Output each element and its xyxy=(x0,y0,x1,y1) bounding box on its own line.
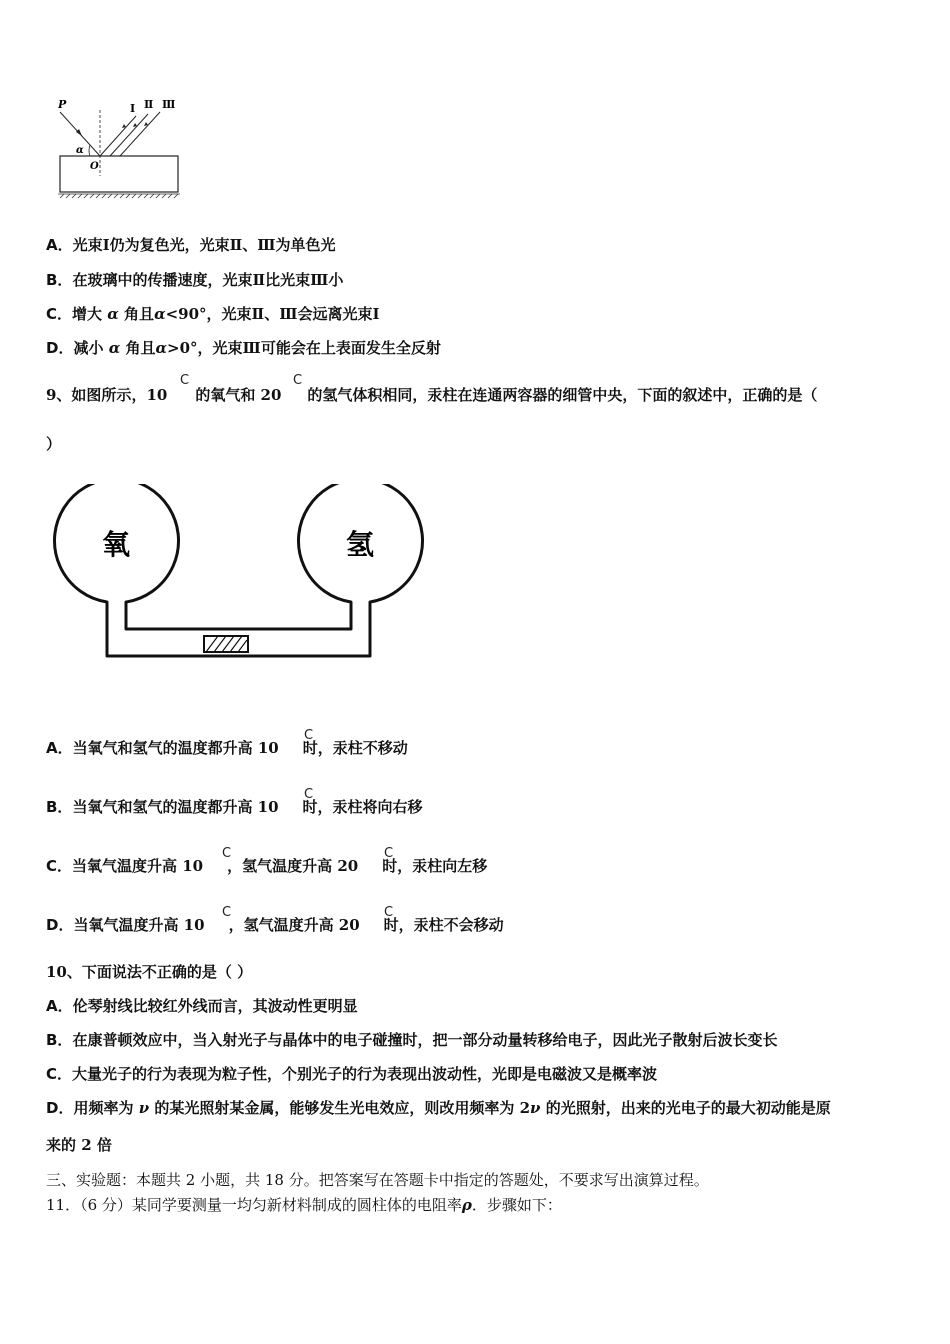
option-label: D． xyxy=(46,1099,74,1117)
option-label: B． xyxy=(46,798,73,816)
option-text: 角且 xyxy=(124,305,155,323)
option-text: <90°，光束Ⅱ、Ⅲ会远离光束Ⅰ xyxy=(165,305,380,323)
stem-text: 9、如图所示，10 xyxy=(46,386,168,404)
option-label: A． xyxy=(46,739,73,757)
nu-symbol: ν xyxy=(138,1099,150,1117)
degree-symbol: C xyxy=(304,787,314,802)
option-text: 在玻璃中的传播速度，光束Ⅱ比光束Ⅲ小 xyxy=(72,271,344,289)
q10-option-b xyxy=(46,1030,777,1050)
stem-text: ．步骤如下： xyxy=(471,1196,562,1214)
q9-option-c xyxy=(46,856,487,876)
q8-option-c xyxy=(46,304,379,324)
option-text: ，氢气温度升高 20 xyxy=(227,857,359,875)
q9-stem-close: ） xyxy=(46,435,62,453)
degree-symbol: C xyxy=(293,373,303,388)
q10-option-d-continued: 来的 2 倍 xyxy=(46,1136,112,1154)
q11-stem xyxy=(46,1195,562,1215)
q10-option-a xyxy=(46,996,358,1016)
option-text: 时，汞柱不移动 xyxy=(302,739,408,757)
option-label: B． xyxy=(46,271,73,289)
option-text: 在康普顿效应中，当入射光子与晶体中的电子碰撞时，把一部分动量转移给电子，因此光子散射后波长变长 xyxy=(72,1031,778,1049)
option-text: 角且 xyxy=(125,339,156,357)
option-label: D． xyxy=(46,339,74,357)
stem-text: 的氧气和 20 xyxy=(195,386,282,404)
angle-arc xyxy=(89,145,90,156)
option-text: 大量光子的行为表现为粒子性，个别光子的行为表现出波动性，光即是电磁波又是概率波 xyxy=(72,1065,658,1083)
option-text: >0°，光束Ⅲ可能会在上表面发生全反射 xyxy=(167,339,441,357)
oxygen-container xyxy=(55,484,423,656)
q9-option-b xyxy=(46,797,423,817)
alpha-symbol: α xyxy=(155,339,168,357)
option-label: C． xyxy=(46,857,73,875)
degree-symbol: C xyxy=(222,846,232,861)
option-text: 光束Ⅰ仍为复色光，光束Ⅱ、Ⅲ为单色光 xyxy=(72,236,336,254)
ray-1 xyxy=(100,116,136,156)
label-beam-3: Ⅲ xyxy=(162,98,176,111)
q9-option-d xyxy=(46,915,504,935)
label-beam-1: Ⅰ xyxy=(130,102,136,115)
option-label: B． xyxy=(46,1031,73,1049)
option-text: 当氧气温度升高 10 xyxy=(73,916,205,934)
q8-option-d xyxy=(46,338,441,358)
option-text: 时，汞柱不会移动 xyxy=(383,916,504,934)
ray-3 xyxy=(120,112,160,156)
option-label: A． xyxy=(46,997,73,1015)
option-text: 当氧气温度升高 10 xyxy=(72,857,204,875)
stem-text: 的氢气体积相同，汞柱在连通两容器的细管中央，下面的叙述中，正确的是（ xyxy=(307,386,818,404)
option-text: 用频率为 xyxy=(73,1099,134,1117)
degree-symbol: C xyxy=(222,905,232,920)
label-p: P xyxy=(58,98,67,111)
q8-option-b xyxy=(46,270,343,290)
stem-text: 11．（6 分）某同学要测量一均匀新材料制成的圆柱体的电阻率 xyxy=(46,1196,462,1214)
gas-containers-figure xyxy=(50,484,430,664)
option-text: 的某光照射某金属，能够发生光电效应，则改用频率为 2 xyxy=(154,1099,531,1117)
label-beam-2: Ⅱ xyxy=(144,98,154,111)
rho-symbol: ρ xyxy=(461,1196,472,1214)
option-text: 减小 xyxy=(73,339,104,357)
option-label: C． xyxy=(46,305,73,323)
q10-stem: 10、下面说法不正确的是（ ） xyxy=(46,963,253,981)
degree-symbol: C xyxy=(180,373,190,388)
degree-symbol: C xyxy=(304,728,314,743)
option-text: 时，汞柱将向右移 xyxy=(302,798,423,816)
option-text: 增大 xyxy=(72,305,103,323)
alpha-symbol: α xyxy=(154,305,166,323)
option-text: 伦琴射线比较红外线而言，其波动性更明显 xyxy=(72,997,358,1015)
light-refraction-figure xyxy=(52,96,192,201)
q10-option-d xyxy=(46,1098,831,1118)
nu-symbol: ν xyxy=(530,1099,541,1117)
mercury-column xyxy=(204,636,248,652)
glass-block xyxy=(60,156,178,192)
degree-symbol: C xyxy=(384,905,394,920)
option-label: D． xyxy=(46,916,74,934)
option-label: C． xyxy=(46,1065,73,1083)
option-text: 的光照射，出来的光电子的最大初动能是原 xyxy=(545,1099,831,1117)
oxygen-label: 氧 xyxy=(102,528,131,561)
alpha-symbol: α xyxy=(108,339,121,357)
q8-option-a xyxy=(46,235,336,255)
ray-2 xyxy=(110,114,148,156)
option-text: 当氧气和氢气的温度都升高 10 xyxy=(72,739,279,757)
option-label: A． xyxy=(46,236,73,254)
ground-hatching xyxy=(58,194,180,198)
section-heading: 三、实验题：本题共 2 小题，共 18 分。把答案写在答题卡中指定的答题处，不要求写出演算过程。 xyxy=(46,1171,709,1189)
degree-symbol: C xyxy=(384,846,394,861)
hydrogen-label: 氢 xyxy=(346,528,375,561)
q9-option-a xyxy=(46,738,408,758)
option-text: ，氢气温度升高 20 xyxy=(228,916,360,934)
q10-option-c xyxy=(46,1064,657,1084)
option-text: 当氧气和氢气的温度都升高 10 xyxy=(72,798,279,816)
option-text: 时，汞柱向左移 xyxy=(382,857,488,875)
q9-stem xyxy=(46,385,817,405)
alpha-symbol: α xyxy=(107,305,119,323)
label-alpha: α xyxy=(76,145,84,156)
label-o: O xyxy=(90,161,99,172)
